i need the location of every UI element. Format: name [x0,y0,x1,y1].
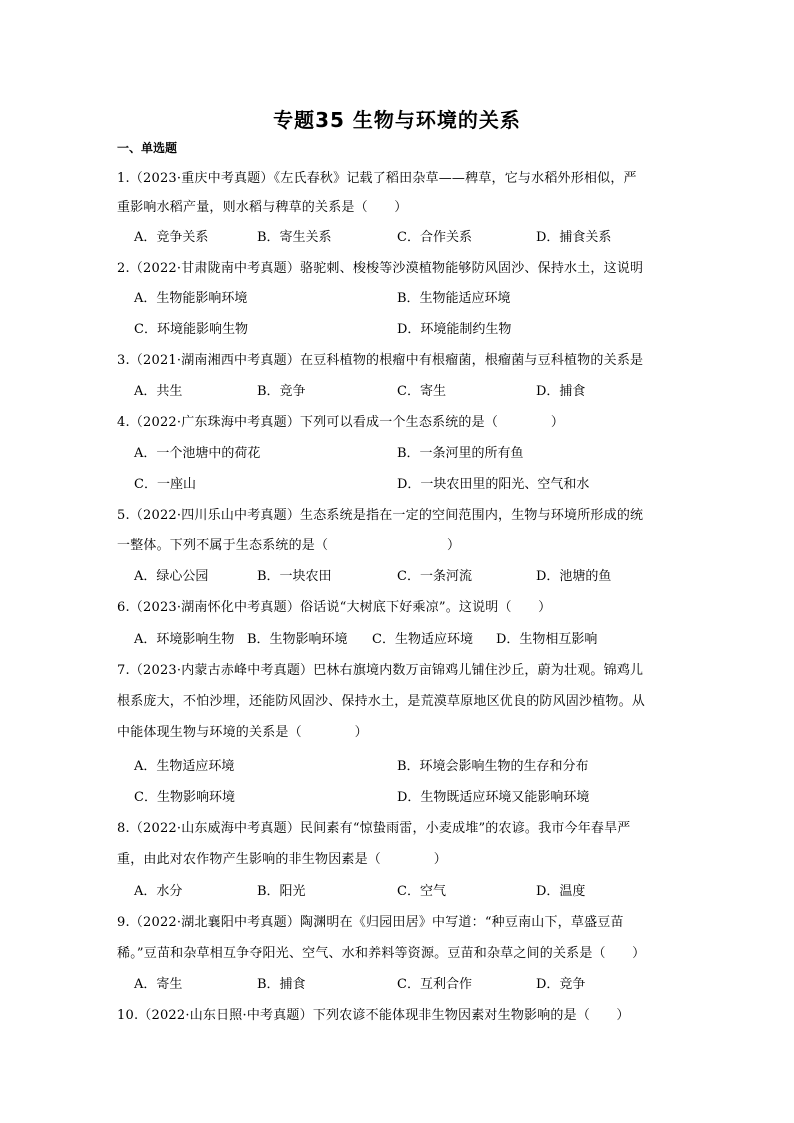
question-2-option-d: D．环境能制约生物 [397,322,512,337]
question-2-option-b: B．生物能适应环境 [397,291,511,306]
question-4-option-a: A．一个池塘中的荷花 [134,446,261,461]
question-7-option-b: B．环境会影响生物的生存和分布 [397,759,589,774]
question-4-option-c: C．一座山 [134,477,196,492]
question-7-option-a: A．生物适应环境 [134,759,235,774]
question-1-option-b: B．寄生关系 [257,230,332,245]
question-2-option-c: C．环境能影响生物 [134,322,248,337]
question-6-option-d: D．生物相互影响 [496,632,598,647]
question-5-option-d: D．池塘的鱼 [536,569,612,584]
question-7-line-1: 7.（2023·内蒙古赤峰中考真题）巴林右旗境内数万亩锦鸡儿铺住沙丘，蔚为壮观。锦鸡儿 [117,663,644,678]
question-6-option-c: C．生物适应环境 [372,632,473,647]
question-9-option-d: D．竞争 [536,977,586,992]
question-6-line-1: 6.（2023·湖南怀化中考真题）俗话说“大树底下好乘凉”。这说明（ ） [117,600,552,615]
question-8-option-a: A．水分 [134,884,183,899]
question-4-line-1: 4.（2022·广东珠海中考真题）下列可以看成一个生态系统的是（ ） [117,415,565,430]
question-7-option-c: C．生物影响环境 [134,790,235,805]
question-3-line-1: 3.（2021·湖南湘西中考真题）在豆科植物的根瘤中有根瘤菌，根瘤菌与豆科植物的关系是 [117,353,644,368]
question-5-option-c: C．一条河流 [397,569,472,584]
question-9-option-c: C．互利合作 [397,977,472,992]
question-7-option-d: D．生物既适应环境又能影响环境 [397,790,590,805]
question-8-option-c: C．空气 [397,884,446,899]
question-6-option-a: A．环境影响生物 [134,632,235,647]
question-8-line-1: 8.（2022·山东威海中考真题）民间素有“惊蛰雨雷，小麦成堆”的农谚。我市今年春旱严 [117,821,631,836]
question-1-option-a: A．竞争关系 [134,230,209,245]
question-1-line-1: 1.（2023·重庆中考真题）《左氏春秋》记载了稻田杂草——稗草，它与水稻外形相似，严 [117,171,637,186]
page-title: 专题35 生物与环境的关系 [273,108,521,132]
question-9-option-a: A．寄生 [134,977,183,992]
question-1-line-2: 重影响水稻产量，则水稻与稗草的关系是（ ） [117,200,408,215]
question-3-option-d: D．捕食 [536,384,586,399]
question-3-option-b: B．竞争 [257,384,306,399]
question-5-line-1: 5.（2022·四川乐山中考真题）生态系统是指在一定的空间范围内，生物与环境所形成的统 [117,508,644,523]
question-4-option-d: D．一块农田里的阳光、空气和水 [397,477,590,492]
question-8-option-d: D．温度 [536,884,586,899]
question-9-line-2: 稀。”豆苗和杂草相互争夺阳光、空气、水和养料等资源。豆苗和杂草之间的关系是（ ） [117,946,646,961]
question-6-option-b: B．生物影响环境 [247,632,348,647]
question-5-option-a: A．绿心公园 [134,569,209,584]
question-1-option-d: D．捕食关系 [536,230,612,245]
question-4-option-b: B．一条河里的所有鱼 [397,446,524,461]
question-1-option-c: C．合作关系 [397,230,472,245]
question-9-line-1: 9.（2022·湖北襄阳中考真题）陶渊明在《归园田居》中写道：“种豆南山下，草盛豆苗 [117,915,624,930]
question-5-option-b: B．一块农田 [257,569,332,584]
question-3-option-c: C．寄生 [397,384,446,399]
question-8-line-2: 重，由此对农作物产生影响的非生物因素是（ ） [117,852,448,867]
question-10-line-1: 10.（2022·山东日照·中考真题）下列农谚不能体现非生物因素对生物影响的是（ ） [117,1008,630,1023]
section-heading: 一、单选题 [117,141,178,155]
question-3-option-a: A．共生 [134,384,183,399]
question-2-line-1: 2.（2022·甘肃陇南中考真题）骆驼刺、梭梭等沙漠植物能够防风固沙、保持水土，这说明 [117,261,644,276]
question-8-option-b: B．阳光 [257,884,306,899]
question-9-option-b: B．捕食 [257,977,306,992]
question-5-line-2: 一整体。下列不属于生态系统的是（ ） [117,538,461,553]
question-7-line-2: 根系庞大，不怕沙埋，还能防风固沙、保持水土，是荒漠草原地区优良的防风固沙植物。从 [117,694,646,709]
question-2-option-a: A．生物能影响环境 [134,291,248,306]
question-7-line-3: 中能体现生物与环境的关系是（ ） [117,725,368,740]
